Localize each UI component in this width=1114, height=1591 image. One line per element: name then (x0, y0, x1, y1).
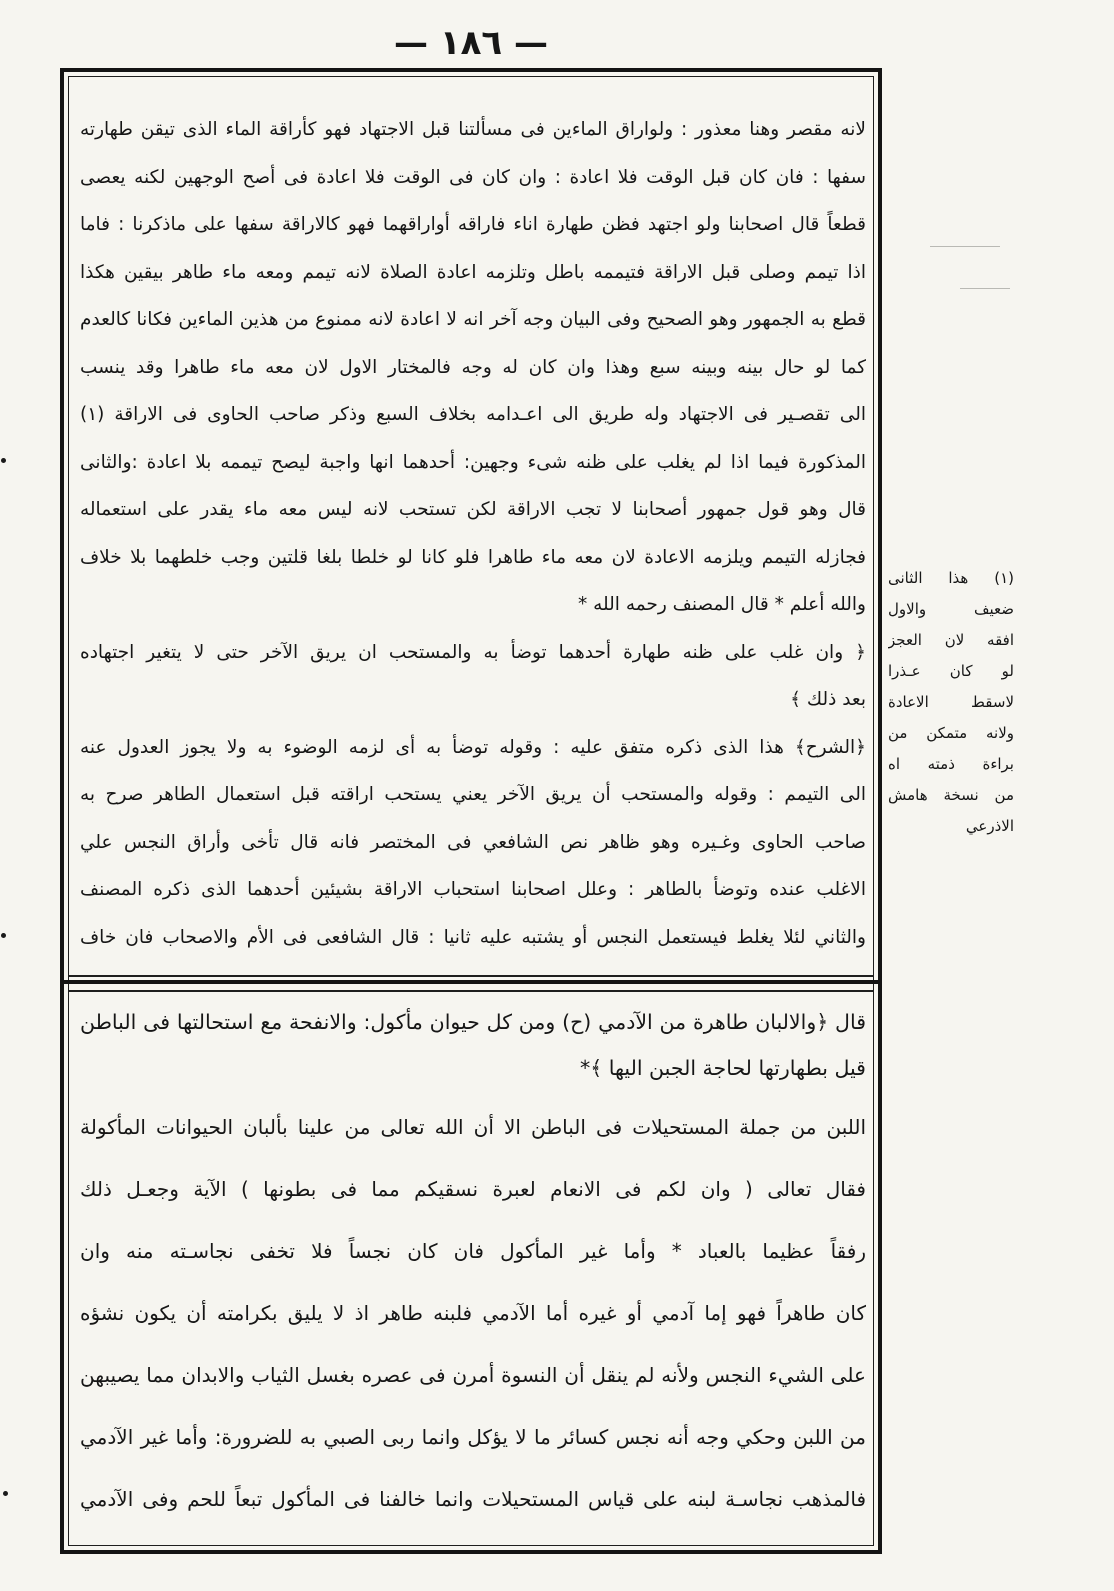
commentary-line: سفها : فان كان قبل الوقت فلا اعادة : وان كان فى الوقت فلا اعادة فى أصح الوجهين لكنه يعصى (80, 166, 866, 188)
sharh-line: من اللبن وحكي وجه أنه نجس كسائر ما لا يؤكل وانما ربى الصبي به للضرورة: وأما غير الآدمي (80, 1425, 866, 1449)
matn-line: بعد ذلك ﴾ (790, 689, 866, 710)
margin-note-line: (١) هذا الثانى (888, 569, 1014, 587)
commentary-line: فجازله التيمم ويلزمه الاعادة لان معه ماء طاهرا فلو كانا لو خلطا بلغا قلتين وجب خلطهما بلا خلاف (80, 546, 866, 568)
margin-note (888, 563, 1014, 842)
section-separator-rule (68, 990, 874, 992)
commentary-line: قطع به الجمهور وهو الصحيح وفى البيان وجه آخر انه لا اعادة لانه ممنوع من هذين الماءين فكانا كالعدم (80, 309, 866, 330)
scan-artifact (3, 1491, 8, 1496)
margin-note-line: ولانه متمكن من (888, 724, 1014, 742)
scan-artifact (960, 288, 1010, 289)
commentary-line: قطعاً قال اصحابنا ولو اجتهد فظن طهارة اناء فاراقه أواراقهما فهو كالاراقة سفها على ماذكرنا : فاما (80, 214, 866, 235)
commentary-line: الاغلب عنده وتوضأ بالطاهر : وعلل اصحابنا استحباب الاراقة بشيئين أحدهما الذى ذكره المصنف (80, 879, 866, 900)
commentary-line: كما لو حال بينه وبينه سبع وهذا وان كان له وجه فالمختار الاول لان معه ماء طاهرا وقد ينسب (80, 356, 866, 378)
lower-section-sharh (80, 1096, 866, 1530)
margin-note-line: افقه لان العجز (888, 631, 1014, 649)
commentary-line: اذا تيمم وصلى قبل الاراقة فتيممه باطل وتلزمه اعادة الصلاة لانه تيمم ومعه ماء طاهر بيقين هكذا (80, 261, 866, 283)
page-number: — ١٨٦ — (394, 23, 548, 63)
margin-note-line: لاسقط الاعادة (888, 693, 1014, 711)
upper-section-text (80, 106, 866, 961)
scan-artifact (1, 458, 6, 463)
commentary-line: والثاني لئلا يغلط فيستعمل النجس أو يشتبه عليه ثانيا : قال الشافعى فى الأم والاصحاب فان خاف (80, 926, 866, 948)
margin-note-line: من نسخة هامش (888, 786, 1014, 804)
sharh-line: فقال تعالى ( وان لكم فى الانعام لعبرة نسقيكم مما فى بطونها ) الآية وجعـل ذلك (80, 1177, 866, 1201)
margin-note-line: ضعيف والاول (888, 600, 1014, 618)
margin-note-line: الاذرعي (965, 817, 1014, 835)
sharh-line: فالمذهب نجاسـة لبنه على قياس المستحيلات وانما خالفنا فى المأكول تبعاً للحم وفى الآدمي (80, 1487, 866, 1511)
sharh-line: اللبن من جملة المستحيلات فى الباطن الا أن الله تعالى من علينا بألبان الحيوانات المأكولة (80, 1115, 866, 1139)
margin-note-line: لو كان عـذرا (888, 662, 1014, 680)
sharh-line: رفقاً عظيما بالعباد * وأما غير المأكول فان كان نجساً فلا تخفى نجاسـته منه وان (80, 1239, 866, 1263)
commentary-line: لانه مقصر وهنا معذور : ولواراق الماءين فى مسألتنا قبل الاجتهاد فهو كأراقة الماء الذى تيقن طهارته (80, 119, 866, 140)
commentary-line: قال وهو قول جمهور أصحابنا لا تجب الاراقة لكن تستحب لانه ليس معه ماء يقدر على استعماله (80, 499, 866, 520)
commentary-line: الى التيمم : وقوله والمستحب أن يريق الآخر يعني يستحب اراقته قبل استعمال الطاهر صرح به (80, 784, 866, 805)
scan-artifact (930, 246, 1000, 247)
matn-line: ﴿ وان غلب على ظنه طهارة أحدهما توضأ به والمستحب ان يريق الآخر حتى لا يتغير اجتهاده (80, 641, 866, 663)
commentary-line: الى تقصـير فى الاجتهاد وله طريق الى اعـدامه بخلاف السبع وذكر صاحب الحاوى فى الاراقة (١) (80, 404, 866, 425)
section-separator-rule (68, 975, 874, 977)
commentary-line: صاحب الحاوى وغـيره وهو ظاهر نص الشافعي فى المختصر فانه قال تأخى وأراق النجس علي (80, 831, 866, 853)
sharh-line: على الشيء النجس ولأنه لم ينقل أن النسوة أمرن فى عصره بغسل الثياب والابدان مما يصيبهن (80, 1363, 866, 1387)
scan-artifact (1, 933, 6, 938)
section-separator-rule (60, 980, 882, 984)
commentary-line: ﴿الشرح﴾ هذا الذى ذكره متفق عليه : وقوله توضأ به أى لزمه الوضوء به ولا يجوز العدول عنه (80, 736, 866, 758)
sharh-line: كان طاهراً فهو إما آدمي أو غيره أما الآدمي فلبنه طاهر اذ لا يليق بكرامته أن يكون نشؤه (80, 1301, 866, 1325)
commentary-line: والله أعلم * قال المصنف رحمه الله * (577, 594, 866, 615)
matn-line: قيل بطهارتها لحاجة الجبن اليها ﴾* (579, 1056, 866, 1080)
matn-line: قال ﴿والالبان طاهرة من الآدمي (ح) ومن كل حيوان مأكول: والانفحة مع استحالتها فى الباطن (80, 1010, 866, 1034)
margin-note-line: براءة ذمته اه (888, 755, 1014, 773)
commentary-line: المذكورة فيما اذا لم يغلب على ظنه شىء وجهين: أحدهما انها واجبة ليصح تيممه بلا اعادة :والثانى (80, 451, 866, 473)
lower-section-matn (80, 999, 866, 1091)
